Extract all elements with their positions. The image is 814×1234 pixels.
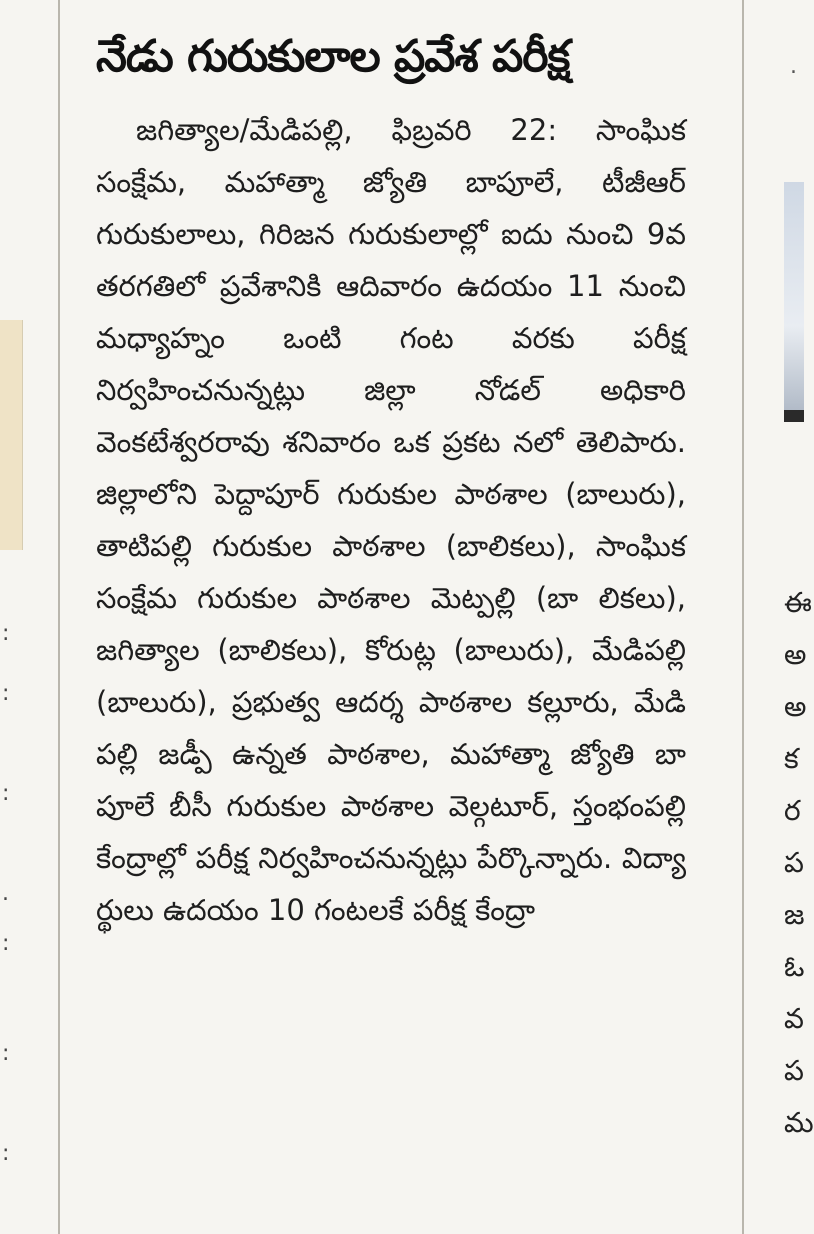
left-column-fragment: :: [2, 681, 10, 706]
left-column-fragment: :: [2, 781, 10, 806]
left-column-fragment: :: [2, 1041, 10, 1066]
article-body: జగిత్యాల/మేడిపల్లి, ఫిబ్రవరి 22: సాంఘిక సంక్షేమ, మహాత్మా జ్యోతి బాపూలే, టీజీఆర్ గురుకులాలు, గిరిజన గురుకులాల్లో ఐదు నుంచి 9వ తరగతిలో ప్రవేశానికి ఆదివారం ఉదయం 11 నుంచి మధ్యాహ్నం ఒంటి గంట వరకు పరీక్ష నిర్వహించనున్నట్లు జిల్లా నోడల్ అధికారి వెంకటేశ్వరరావు శనివారం ఒక ప్రకట నలో తెలిపారు. జిల్లాలోని పెద్దాపూర్ గురుకుల పాఠశాల (బాలురు), తాటిపల్లి గురుకుల పాఠశాల (బాలికలు), సాంఘిక సంక్షేమ గురుకుల పాఠశాల మెట్పల్లి (బా లికలు), జగిత్యాల (బాలికలు), కోరుట్ల (బాలురు), మేడిపల్లి (బాలురు), ప్రభుత్వ ఆదర్శ పాఠశాల కల్లూరు, మేడి పల్లి జడ్పీ ఉన్నత పాఠశాల, మహాత్మా జ్యోతి బా పూలే బీసీ గురుకుల పాఠశాల వెల్గటూర్, స్తంభంపల్లి కేంద్రాల్లో పరీక్ష నిర్వహించనున్నట్లు పేర్కొన్నారు. విద్యా ర్థులు ఉదయం 10 గంటలకే పరీక్ష కేంద్రా: [96, 113, 686, 927]
right-column-fragment: అ: [784, 638, 807, 671]
right-column-fragment: జ: [784, 898, 805, 931]
left-column-fragment: :: [2, 621, 10, 646]
right-column-fragment: ప: [784, 846, 804, 879]
right-column-fragment: ప: [784, 1054, 804, 1087]
right-column-fragment: ర: [784, 794, 801, 827]
left-column-fragment: .: [2, 881, 9, 906]
left-column-fragment: :: [2, 931, 10, 956]
right-column-fragment: వ: [784, 1002, 804, 1035]
right-adjacent-photo: [784, 182, 804, 422]
left-column-fragment: :: [2, 1141, 10, 1166]
column-rule-left: [58, 0, 60, 1234]
right-column-fragment: మ: [784, 1106, 814, 1139]
article-headline: నేడు గురుకులాల ప్రవేశ పరీక్ష: [96, 31, 570, 82]
right-column-fragment: .: [790, 54, 797, 79]
news-article: [96, 20, 686, 936]
left-adjacent-column: [0, 0, 56, 1234]
right-column-fragment: క: [784, 742, 799, 775]
column-rule-right: [742, 0, 744, 1234]
left-adjacent-photo: [0, 320, 23, 550]
right-column-fragment: అ: [784, 690, 807, 723]
right-adjacent-column: [760, 0, 814, 1234]
right-column-fragment: ఈ: [784, 586, 812, 619]
right-column-fragment: ఓ: [784, 950, 805, 983]
right-photo-caption-bar: [784, 410, 804, 422]
